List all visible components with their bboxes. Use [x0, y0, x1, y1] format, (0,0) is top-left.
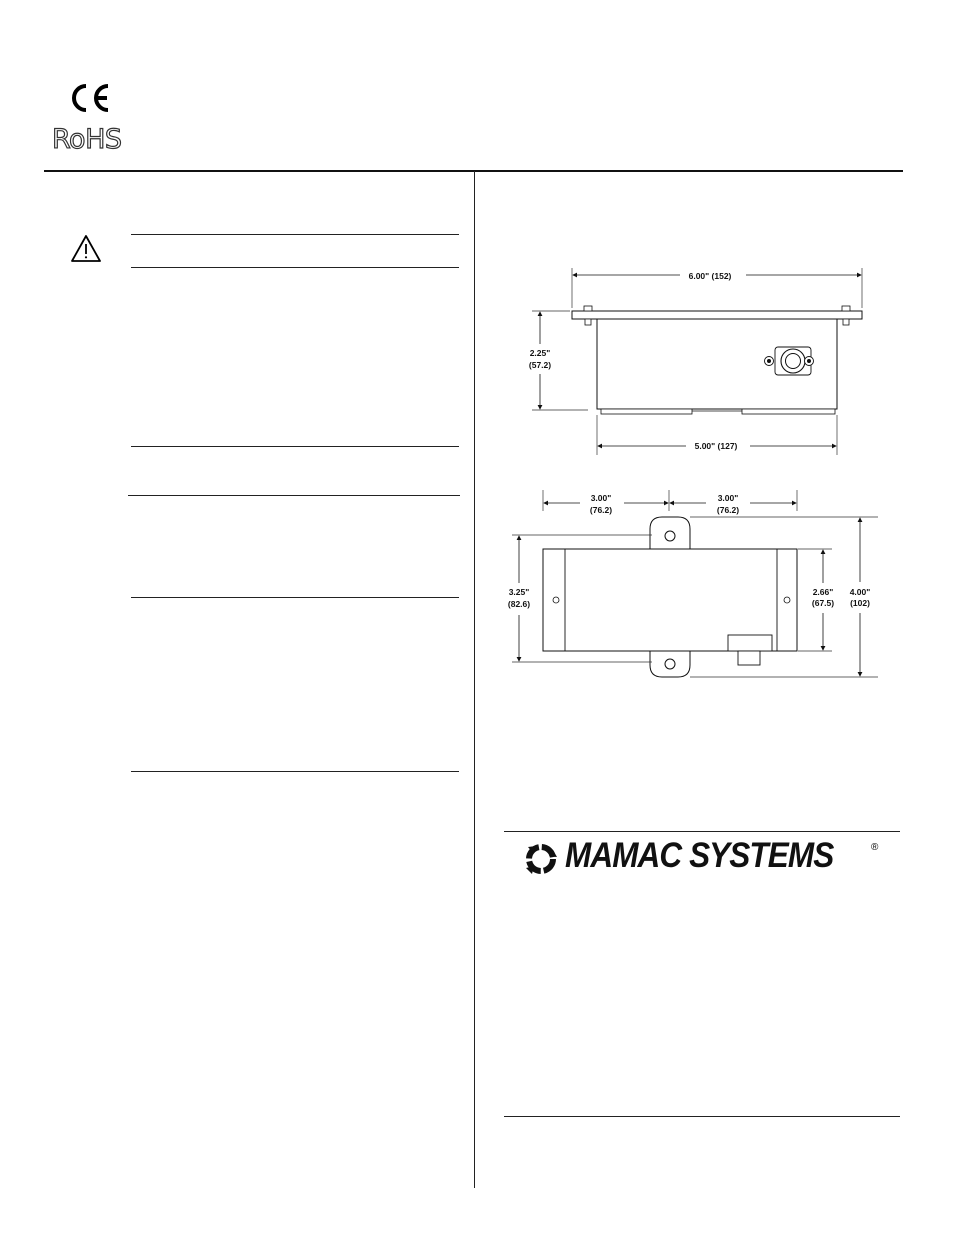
mounting-hole-bottom [665, 659, 675, 669]
company-logo-text: MAMAC SYSTEMS [565, 836, 834, 875]
connector-block [728, 635, 772, 651]
column-divider [474, 171, 475, 1188]
inner-height-label-in: 2.66" [812, 587, 834, 597]
left-half-label-in: 3.00" [590, 493, 612, 503]
overall-height-label-mm: (102) [850, 598, 870, 608]
body-width-label: 5.00" (127) [694, 441, 738, 451]
body-height-label-mm: (82.6) [507, 599, 531, 609]
section-rule [128, 495, 460, 496]
section-rule [131, 446, 459, 447]
section-rule [131, 597, 459, 598]
end-screw-left [553, 597, 559, 603]
body-height-label-in: 3.25" [508, 587, 530, 597]
height-label-mm: (57.2) [528, 360, 552, 370]
end-screw-right [784, 597, 790, 603]
mounting-hole-top [665, 531, 675, 541]
base-plate-left [601, 409, 692, 414]
flange [572, 311, 862, 319]
rohs-mark: RoHS [52, 124, 122, 155]
overall-height-label-in: 4.00" [849, 587, 871, 597]
logo-bottom-rule [504, 1116, 900, 1117]
warning-triangle-icon [70, 234, 102, 264]
logo-top-rule [504, 831, 900, 832]
section-rule [131, 267, 459, 268]
base-plate-right [742, 409, 835, 414]
ce-mark-icon [66, 78, 116, 118]
circular-arrows-icon [523, 841, 559, 877]
section-rule [131, 771, 459, 772]
left-half-label-mm: (76.2) [589, 505, 613, 515]
overall-width-label: 6.00" (152) [688, 271, 732, 281]
side-view-drawing [500, 260, 900, 460]
right-half-label-mm: (76.2) [716, 505, 740, 515]
inner-height-label-mm: (67.5) [811, 598, 835, 608]
connector-stub [738, 651, 760, 665]
section-rule [131, 234, 459, 235]
height-label-in: 2.25" [529, 348, 551, 358]
right-half-label-in: 3.00" [717, 493, 739, 503]
registered-mark: ® [871, 842, 879, 853]
top-view-drawing [500, 485, 900, 690]
